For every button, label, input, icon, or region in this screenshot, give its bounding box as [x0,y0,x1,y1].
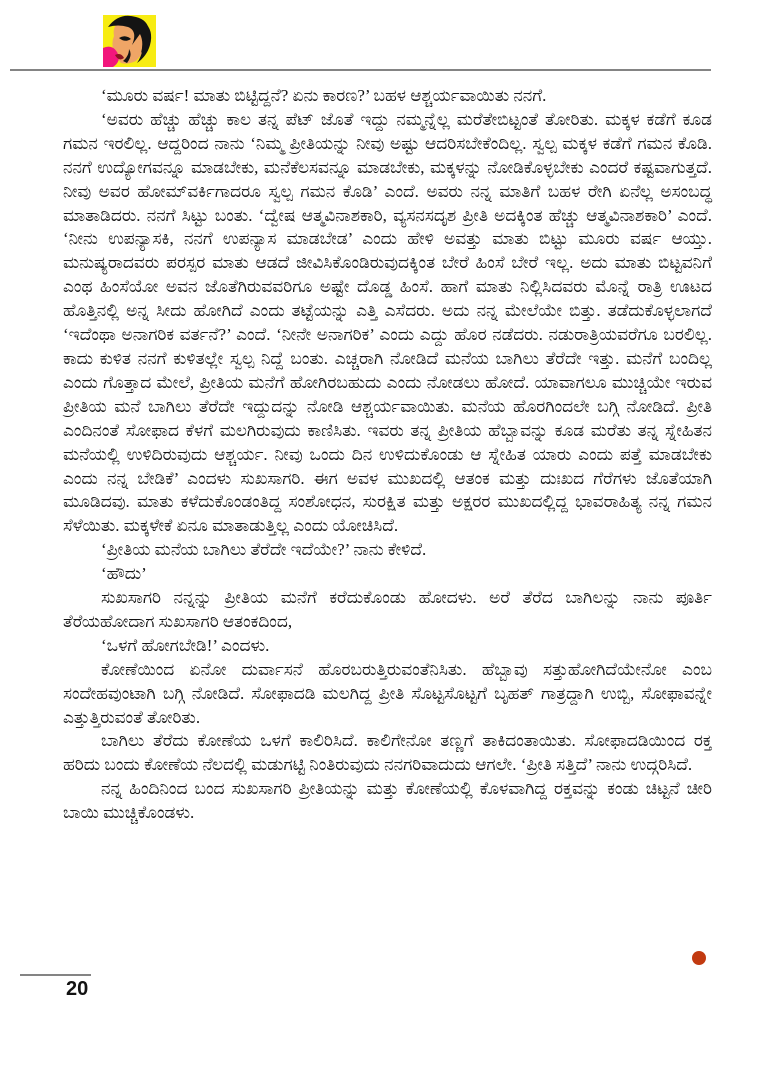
paragraph: ಕೋಣೆಯಿಂದ ಏನೋ ದುರ್ವಾಸನೆ ಹೊರಬರುತ್ತಿರುವಂತೆನಿಸಿತು. ಹೆಬ್ಬಾವು ಸತ್ತುಹೋಗಿದೆಯೇನೋ ಎಂಬ ಸಂದೇಹವುಂಟಾಗಿ ಬಗ್ಗಿ ನೋಡಿದೆ. ಸೋಫಾದಡಿ ಮಲಗಿದ್ದ ಪ್ರೀತಿ ಸೊಟ್ಟಸೊಟ್ಟಗೆ ಬೃಹತ್ ಗಾತ್ರದ್ದಾಗಿ ಉಬ್ಬಿ, ಸೋಫಾವನ್ನೇ ಎತ್ತುತ್ತಿರುವಂತೆ ತೋರಿತು. [63,659,712,727]
paragraph: ‘ಒಳಗೆ ಹೋಗಬೇಡಿ!’ ಎಂದಳು. [101,635,270,655]
story-text-block [63,84,712,825]
paragraph: ‘ಮೂರು ವರ್ಷ! ಮಾತು ಬಿಟ್ಟಿದ್ದನೆ? ಏನು ಕಾರಣ?’ ಬಹಳ ಆಶ್ಚರ್ಯವಾಯಿತು ನನಗೆ. [101,86,547,105]
paragraph: ಬಾಗಿಲು ತೆರೆದು ಕೋಣೆಯ ಒಳಗೆ ಕಾಲಿರಿಸಿದೆ. ಕಾಲಿಗೇನೋ ತಣ್ಣಗೆ ತಾಕಿದಂತಾಯಿತು. ಸೋಫಾದಡಿಯಿಂದ ರಕ್ತ ಹರಿದು ಬಂದು ಕೋಣೆಯ ನೆಲದಲ್ಲಿ ಮಡುಗಟ್ಟಿ ನಿಂತಿರುವುದು ನನಗರಿವಾದುದು ಆಗಲೇ. ‘ಪ್ರೀತಿ ಸತ್ತಿದೆ’ ನಾನು ಉದ್ಗರಿಸಿದೆ. [63,731,712,775]
magazine-logo [103,15,156,67]
paragraph: ನನ್ನ ಹಿಂದಿನಿಂದ ಬಂದ ಸುಖಸಾಗರಿ ಪ್ರೀತಿಯನ್ನು ಮತ್ತು ಕೋಣೆಯಲ್ಲಿ ಕೊಳವಾಗಿದ್ದ ರಕ್ತವನ್ನು ಕಂಡು ಚಿಟ್ಟನೆ ಚೀರಿ ಬಾಯಿ ಮುಚ್ಚಿಕೊಂಡಳು. [63,779,712,823]
page-number: 20 [66,978,89,1000]
paragraph: ಸುಖಸಾಗರಿ ನನ್ನನ್ನು ಪ್ರೀತಿಯ ಮನೆಗೆ ಕರೆದುಕೊಂಡು ಹೋದಳು. ಅರೆ ತೆರೆದ ಬಾಗಿಲನ್ನು ನಾನು ಪೂರ್ತಿ ತೆರೆಯಹೋದಾಗ ಸುಖಸಾಗರಿ ಆತಂಕದಿಂದ, [63,588,712,631]
story-end-dot-icon [692,951,706,965]
woman-face-icon [103,15,156,67]
header-rule [10,69,711,71]
paragraph: ‘ಹೌದು’ [101,564,147,584]
footer-rule [20,974,91,976]
paragraph: ‘ಅವರು ಹೆಚ್ಚು ಹೆಚ್ಚು ಕಾಲ ತನ್ನ ಪೆಟ್ ಜೊತೆ ಇದ್ದು ನಮ್ಮನ್ನೆಲ್ಲ ಮರೆತೇಬಿಟ್ಟಂತೆ ತೋರಿತು. ಮಕ್ಕಳ ಕಡೆಗೆ ಕೂಡ ಗಮನ ಇರಲಿಲ್ಲ. ಆದ್ದರಿಂದ ನಾನು ‘ನಿಮ್ಮ ಪ್ರೀತಿಯನ್ನು ನೀವು ಅಷ್ಟು ಆದರಿಸಬೇಕೆಂದಿಲ್ಲ. ಸ್ವಲ್ಪ ಮಕ್ಕಳ ಕಡೆಗೆ ಗಮನ ಕೊಡಿ. ನನಗೆ ಉದ್ಯೋಗವನ್ನೂ ಮಾಡಬೇಕು, ಮನೆಕೆಲಸವನ್ನೂ ಮಾಡಬೇಕು, ಮಕ್ಕಳನ್ನು ನೋಡಿಕೊಳ್ಳಬೇಕು ಎಂದರೆ ಕಷ್ಟವಾಗುತ್ತದೆ. ನೀವು ಅವರ ಹೋಮ್‌ವರ್ಕಿಗಾದರೂ ಸ್ವಲ್ಪ ಗಮನ ಕೊಡಿ’ ಎಂದೆ. ಅವರು ನನ್ನ ಮಾತಿಗೆ ಬಹಳ ರೇಗಿ ಏನೆಲ್ಲ ಅಸಂಬದ್ಧ ಮಾತಾಡಿದರು. ನನಗೆ ಸಿಟ್ಟು ಬಂತು. ‘ದ್ವೇಷ ಆತ್ಮವಿನಾಶಕಾರಿ, ವ್ಯಸನಸದೃಶ ಪ್ರೀತಿ ಅದಕ್ಕಿಂತ ಹೆಚ್ಚು ಆತ್ಮವಿನಾಶಕಾರಿ’ ಎಂದೆ. ‘ನೀನು ಉಪನ್ಯಾಸಕಿ, ನನಗೆ ಉಪನ್ಯಾಸ ಮಾಡಬೇಡ’ ಎಂದು ಹೇಳಿ ಅವತ್ತು ಮಾತು ಬಿಟ್ಟು ಮೂರು ವರ್ಷ ಆಯ್ತು. ಮನುಷ್ಯರಾದವರು ಪರಸ್ಪರ ಮಾತು ಆಡದೆ ಜೀವಿಸಿಕೊಂಡಿರುವುದಕ್ಕಿಂತ ಬೇರೆ ಹಿಂಸೆ ಬೇರೆ ಇಲ್ಲ. ಅದು ಮಾತು ಬಿಟ್ಟವನಿಗೆ ಎಂಥ ಹಿಂಸೆಯೋ ಅವನ ಜೊತೆಗಿರುವವರಿಗೂ ಅಷ್ಟೇ ದೊಡ್ಡ ಹಿಂಸೆ. ಹಾಗೆ ಮಾತು ನಿಲ್ಲಿಸಿದವರು ಮೊನ್ನೆ ರಾತ್ರಿ ಊಟದ ಹೊತ್ತಿನಲ್ಲಿ ಅನ್ನ ಸೀದು ಹೋಗಿದೆ ಎಂದು ತಟ್ಟೆಯನ್ನು ಎತ್ತಿ ಎಸೆದರು. ಅದು ನನ್ನ ಮೇಲೆಯೇ ಬಿತ್ತು. ತಡೆದುಕೊಳ್ಳಲಾಗದೆ ‘ಇದೆಂಥಾ ಅನಾಗರಿಕ ವರ್ತನೆ?’ ಎಂದೆ. ‘ನೀನೇ ಅನಾಗರಿಕ’ ಎಂದು ಎದ್ದು ಹೊರ ನಡೆದರು. ನಡುರಾತ್ರಿಯವರೆಗೂ ಬರಲಿಲ್ಲ. ಕಾದು ಕುಳಿತ ನನಗೆ ಕುಳಿತಲ್ಲೇ ಸ್ವಲ್ಪ ನಿದ್ದೆ ಬಂತು. ಎಚ್ಚರಾಗಿ ನೋಡಿದೆ ಮನೆಯ ಬಾಗಿಲು ತೆರೆದೇ ಇತ್ತು. ಮನೆಗೆ ಬಂದಿಲ್ಲ ಎಂದು ಗೊತ್ತಾದ ಮೇಲೆ, ಪ್ರೀತಿಯ ಮನೆಗೆ ಹೋಗಿರಬಹುದು ಎಂದು ನೋಡಲು ಹೋದೆ. ಯಾವಾಗಲೂ ಮುಚ್ಚಿಯೇ ಇರುವ ಪ್ರೀತಿಯ ಮನೆ ಬಾಗಿಲು ತೆರೆದೇ ಇದ್ದುದನ್ನು ನೋಡಿ ಆಶ್ಚರ್ಯವಾಯಿತು. ಮನೆಯ ಹೊರಗಿಂದಲೇ ಬಗ್ಗಿ ನೋಡಿದೆ. ಪ್ರೀತಿ ಎಂದಿನಂತೆ ಸೋಫಾದ ಕೆಳಗೆ ಮಲಗಿರುವುದು ಕಾಣಿಸಿತು. ಇವರು ತನ್ನ ಪ್ರೀತಿಯ ಹೆಬ್ಬಾವನ್ನು ಕೂಡ ಮರೆತು ತನ್ನ ಸ್ನೇಹಿತನ ಮನೆಯಲ್ಲಿ ಉಳಿದಿರುವುದು ಆಶ್ಚರ್ಯ. ನೀವು ಒಂದು ದಿನ ಉಳಿದುಕೊಂಡು ಆ ಸ್ನೇಹಿತ ಯಾರು ಎಂದು ಪತ್ತೆ ಮಾಡಬೇಕು ಎಂದು ನನ್ನ ಬೇಡಿಕೆ’ ಎಂದಳು ಸುಖಸಾಗರಿ. ಈಗ ಅವಳ ಮುಖದಲ್ಲಿ ಆತಂಕ ಮತ್ತು ದುಃಖದ ಗೆರೆಗಳು ಜೊತೆಯಾಗಿ ಮೂಡಿದವು. ಮಾತು ಕಳೆದುಕೊಂಡಂತಿದ್ದ ಸಂಶೋಧನ, ಸುರಕ್ಷಿತ ಮತ್ತು ಅಕ್ಷರರ ಮುಖದಲ್ಲಿದ್ದ ಭಾವರಾಹಿತ್ಯ ನನ್ನ ಗಮನ ಸೆಳೆಯಿತು. ಮಕ್ಕಳೇಕೆ ಏನೂ ಮಾತಾಡುತ್ತಿಲ್ಲ ಎಂದು ಯೋಚಿಸಿದೆ. [63,109,713,536]
paragraph: ‘ಪ್ರೀತಿಯ ಮನೆಯ ಬಾಗಿಲು ತೆರೆದೇ ಇದೆಯೇ?’ ನಾನು ಕೇಳಿದೆ. [101,540,427,560]
